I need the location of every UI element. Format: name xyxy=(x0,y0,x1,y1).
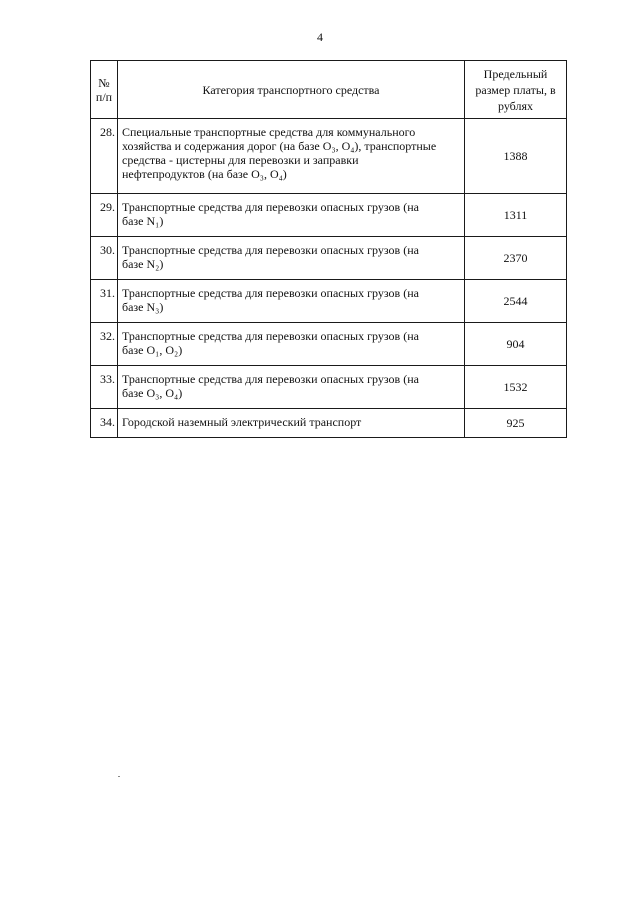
row-category-line: базе O₁, O₂) xyxy=(122,343,183,357)
row-category-line: Транспортные средства для перевозки опасных грузов (на xyxy=(122,200,419,214)
row-category xyxy=(118,323,465,366)
header-number-abbrev: п/п xyxy=(95,89,113,104)
row-category-line: базе O₃, O₄) xyxy=(122,386,183,400)
table-row xyxy=(91,119,567,194)
header-number xyxy=(91,61,118,119)
row-number: 32. xyxy=(91,323,118,366)
row-number: 29. xyxy=(91,194,118,237)
row-category-line: хозяйства и содержания дорог (на базе O₃, O₄), транспортные xyxy=(122,139,437,153)
header-fee-line-3: рублях xyxy=(498,98,533,113)
row-number: 34. xyxy=(91,409,118,438)
row-category-line: Городской наземный электрический транспорт xyxy=(122,415,362,429)
row-fee: 1388 xyxy=(465,119,567,194)
row-fee: 2544 xyxy=(465,280,567,323)
row-category-line: базе N₁) xyxy=(122,214,164,228)
row-number: 30. xyxy=(91,237,118,280)
row-fee: 1532 xyxy=(465,366,567,409)
row-number: 33. xyxy=(91,366,118,409)
row-fee: 1311 xyxy=(465,194,567,237)
table-row xyxy=(91,366,567,409)
table-row xyxy=(91,237,567,280)
row-category-line: базе N₂) xyxy=(122,257,164,271)
row-category xyxy=(118,366,465,409)
scan-artifact-dot xyxy=(118,776,120,777)
table-row xyxy=(91,409,567,438)
row-number: 31. xyxy=(91,280,118,323)
row-category xyxy=(118,280,465,323)
row-fee: 904 xyxy=(465,323,567,366)
header-fee-line-2: размер платы, в xyxy=(475,82,556,97)
row-category-line: Транспортные средства для перевозки опасных грузов (на xyxy=(122,243,419,257)
header-fee-line-1: Предельный xyxy=(483,66,548,81)
header-category: Категория транспортного средства xyxy=(118,61,465,119)
header-number-symbol: № xyxy=(98,75,110,90)
row-category-line: Специальные транспортные средства для коммунального xyxy=(122,125,416,139)
row-category xyxy=(118,237,465,280)
row-category xyxy=(118,194,465,237)
table-row xyxy=(91,280,567,323)
table-header-row xyxy=(91,61,567,119)
header-fee xyxy=(465,61,567,119)
row-category-line: базе N₃) xyxy=(122,300,164,314)
row-category-line: Транспортные средства для перевозки опасных грузов (на xyxy=(122,372,419,386)
row-fee: 2370 xyxy=(465,237,567,280)
row-category-line: нефтепродуктов (на базе O₃, O₄) xyxy=(122,167,287,181)
row-number: 28. xyxy=(91,119,118,194)
row-category-line: средства - цистерны для перевозки и заправки xyxy=(122,153,359,167)
page-number: 4 xyxy=(317,30,323,44)
row-category xyxy=(118,409,465,438)
tariff-table xyxy=(90,60,567,438)
row-category xyxy=(118,119,465,194)
row-fee: 925 xyxy=(465,409,567,438)
row-category-line: Транспортные средства для перевозки опасных грузов (на xyxy=(122,329,419,343)
row-category-line: Транспортные средства для перевозки опасных грузов (на xyxy=(122,286,419,300)
table-row xyxy=(91,323,567,366)
table-row xyxy=(91,194,567,237)
